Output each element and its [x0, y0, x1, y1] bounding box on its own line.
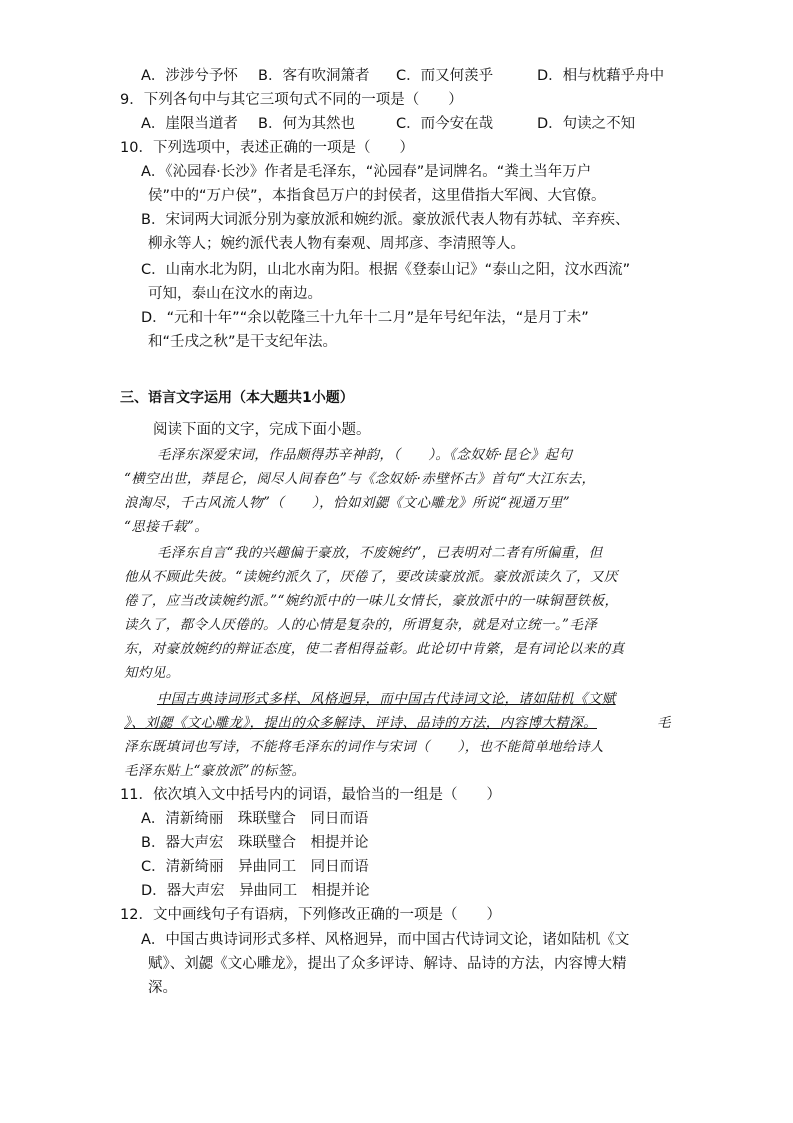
q9-option-b: B．何为其然也	[258, 116, 355, 132]
q12-stem: 12．文中画线句子有语病，下列修改正确的一项是（ ）	[120, 907, 501, 923]
section-intro: 阅读下面的文字，完成下面小题。	[153, 422, 371, 438]
q10-line: 侯”中的“万户侯”，本指食邑万户的封侯者，这里借指大军阀、大官僚。	[148, 188, 606, 204]
q11-stem: 11．依次填入文中括号内的词语，最恰当的一组是（ ）	[120, 787, 501, 803]
q11-option-b: B．器大声宏 珠联璧合 相提并论	[141, 835, 369, 851]
q12-option-a-cont: 深。	[148, 980, 177, 996]
q10-line: A．《沁园春·长沙》作者是毛泽东，“沁园春”是词牌名。“粪土当年万户	[141, 164, 592, 180]
passage-line: 毛	[657, 715, 671, 731]
q12-option-a: A．中国古典诗词形式多样、风格迥异，而中国古代诗词文论，诸如陆机《文	[141, 932, 630, 948]
section-heading: 三、语言文字运用（本大题共1小题）	[120, 390, 354, 406]
passage-line: 泽东既填词也写诗，不能将毛泽东的词作与宋词（ ），也不能简单地给诗人	[124, 739, 604, 755]
q9-option-d: D．句读之不知	[537, 116, 636, 132]
passage-line: 毛泽东贴上“豪放派”的标签。	[124, 763, 306, 779]
underlined-sentence: 中国古典诗词形式多样、风格迥异，而中国古代诗词文论，诸如陆机《文赋	[157, 691, 616, 707]
q10-line: B．宋词两大词派分别为豪放派和婉约派。豪放派代表人物有苏轼、辛弃疾、	[141, 212, 630, 228]
passage-line: “思接千载”。	[124, 519, 209, 535]
q9-option-c: C．而今安在哉	[396, 116, 494, 132]
q8-option-b: B．客有吹洞箫者	[258, 68, 370, 84]
q8-option-a: A．涉涉兮予怀	[141, 68, 238, 84]
passage-line: 读久了，都令人厌倦的。人的心情是复杂的，所谓复杂，就是对立统一。”毛泽	[124, 617, 598, 633]
q10-line: 可知，泰山在汶水的南边。	[148, 286, 322, 302]
q11-option-d: D．器大声宏 异曲同工 相提并论	[141, 883, 370, 899]
q9-stem: 9．下列各句中与其它三项句式不同的一项是（ ）	[120, 92, 463, 108]
passage-line: 毛泽东自言“我的兴趣偏于豪放，不废婉约”，已表明对二者有所偏重，但	[157, 545, 603, 561]
q10-line: C．山南水北为阴，山北水南为阳。根据《登泰山记》“泰山之阳，汶水西流”	[141, 262, 631, 278]
passage-line: 他从不顾此失彼。“读婉约派久了，厌倦了，要改读豪放派。豪放派读久了，又厌	[124, 569, 618, 585]
underlined-sentence: 》、刘勰《文心雕龙》，提出的众多解诗、评诗、品诗的方法，内容博大精深。	[124, 715, 597, 731]
q9-option-a: A．崖限当道者	[141, 116, 238, 132]
q10-line: 柳永等人；婉约派代表人物有秦观、周邦彦、李清照等人。	[148, 236, 525, 252]
q8-option-d: D．相与枕藉乎舟中	[537, 68, 665, 84]
q11-option-a: A．清新绮丽 珠联璧合 同日而语	[141, 811, 369, 827]
passage-line: 知灼见。	[124, 665, 180, 681]
q10-line: D．“元和十年”“余以乾隆三十九年十二月”是年号纪年法，“是月丁未”	[141, 310, 589, 326]
passage-line: 浪淘尽，千古风流人物”（ ），恰如刘勰《文心雕龙》所说“视通万里”	[124, 495, 571, 511]
passage-line: 东，对豪放婉约的辩证态度，使二者相得益彰。此论切中肯綮，是有词论以来的真	[124, 641, 625, 657]
q10-line: 和“壬戌之秋”是干支纪年法。	[148, 334, 338, 350]
passage-line: 倦了，应当改读婉约派。”“婉约派中的一味儿女情长，豪放派中的一味铜琶铁板，	[124, 593, 619, 609]
passage-line: 毛泽东深爱宋词，作品颇得苏辛神韵，（ ）。《念奴娇·昆仑》起句	[157, 447, 573, 463]
passage-line: “横空出世，莽昆仑，阅尽人间春色”与《念奴娇·赤壁怀古》首句“大江东去，	[124, 471, 596, 487]
q8-option-c: C．而又何羡乎	[396, 68, 494, 84]
q10-stem: 10．下列选项中，表述正确的一项是（ ）	[120, 140, 414, 156]
q11-option-c: C．清新绮丽 异曲同工 同日而语	[141, 859, 369, 875]
q12-option-a-cont: 赋》、刘勰《文心雕龙》，提出了众多评诗、解诗、品诗的方法，内容博大精	[148, 956, 627, 972]
